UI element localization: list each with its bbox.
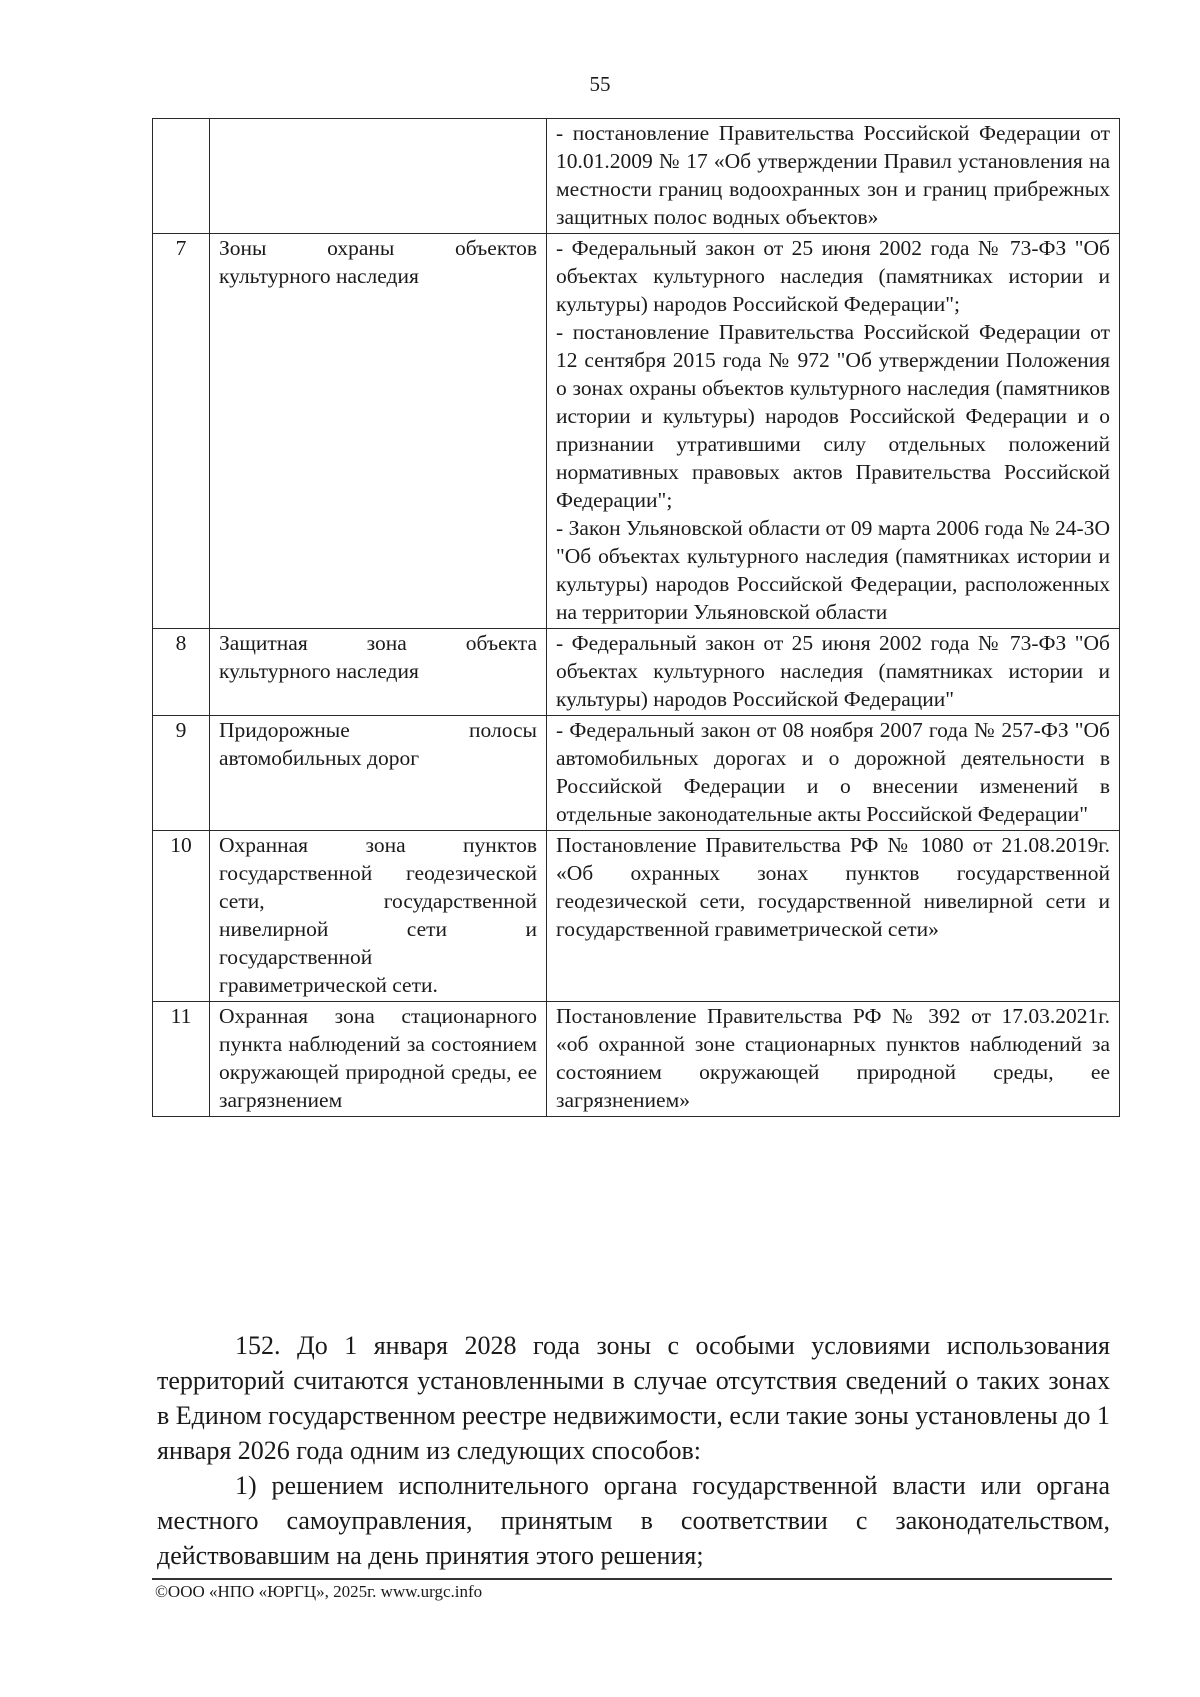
legal-basis-item: Постановление Правительства РФ № 392 от 17.03.2021г. «об охранной зоне стационарных пунктов наблюдений за состоянием окружающей природной среды, ее загрязнением» (556, 1004, 1110, 1112)
table-row (153, 716, 1120, 831)
table-row (153, 1002, 1120, 1117)
row-number-cell (153, 119, 210, 234)
footer-copyright: ©ООО «НПО «ЮРГЦ», 2025г. www.urgc.info (155, 1582, 483, 1601)
table-row (153, 234, 1120, 629)
legal-basis-item: - постановление Правительства Российской Федерации от 12 сентября 2015 года № 972 "Об утверждении Положения о зонах охраны объектов культурного наследия (памятников истории и культуры) народов Российской Федерации и о признании утратившими силу отдельных положений нормативных правовых актов Правительства Российской Федерации"; (556, 320, 1110, 512)
legal-basis-cell (547, 831, 1120, 1002)
paragraph-item-1: 1) решением исполнительного органа государственной власти или органа местного самоуправления, принятым в соответствии с законодательством, действовавшим на день принятия этого решения; (157, 1471, 1110, 1570)
table-body (153, 119, 1120, 1117)
legal-basis-item: - Закон Ульяновской области от 09 марта 2006 года № 24-ЗО "Об объектах культурного наследия (памятниках истории и культуры) народов Российской Федерации, расположенных на территории Ульяновской области (556, 516, 1110, 624)
legal-basis-cell (547, 234, 1120, 629)
table-row (153, 119, 1120, 234)
legal-basis-table (152, 118, 1120, 1117)
legal-basis-cell (547, 1002, 1120, 1117)
row-number-cell: 9 (153, 716, 210, 831)
footer-divider (152, 1578, 1112, 1580)
zone-name-cell: Защитная зона объекта культурного наследия (210, 629, 547, 716)
legal-basis-item: - постановление Правительства Российской Федерации от 10.01.2009 № 17 «Об утверждении Правил установления на местности границ водоохранных зон и границ прибрежных защитных полос водных объектов» (556, 121, 1110, 229)
legal-basis-cell (547, 716, 1120, 831)
table-row (153, 831, 1120, 1002)
legal-basis-item: - Федеральный закон от 25 июня 2002 года № 73-ФЗ "Об объектах культурного наследия (памятниках истории и культуры) народов Российской Федерации"; (556, 236, 1110, 316)
legal-basis-item: - Федеральный закон от 25 июня 2002 года № 73-ФЗ "Об объектах культурного наследия (памятниках истории и культуры) народов Российской Федерации" (556, 631, 1110, 711)
body-text (157, 1328, 1110, 1573)
page-number: 55 (589, 72, 611, 96)
zone-name-cell: Охранная зона пунктов государственной геодезической сети, государственной нивелирной сети и государственной гравиметрической сети. (210, 831, 547, 1002)
zone-name-cell (210, 119, 547, 234)
row-number-cell: 11 (153, 1002, 210, 1117)
row-number-cell: 7 (153, 234, 210, 629)
table-row (153, 629, 1120, 716)
legal-basis-cell (547, 119, 1120, 234)
row-number-cell: 10 (153, 831, 210, 1002)
zone-name-cell: Придорожные полосы автомобильных дорог (210, 716, 547, 831)
legal-basis-item: Постановление Правительства РФ № 1080 от 21.08.2019г. «Об охранных зонах пунктов государственной геодезической сети, государственной нивелирной сети и государственной гравиметрической сети» (556, 833, 1110, 941)
paragraph-152: 152. До 1 января 2028 года зоны с особыми условиями использования территорий считаются установленными в случае отсутствия сведений о таких зонах в Едином государственном реестре недвижимости, если такие зоны установлены до 1 января 2026 года одним из следующих способов: (157, 1331, 1110, 1465)
zone-name-cell: Охранная зона стационарного пункта наблюдений за состоянием окружающей природной среды, ее загрязнением (210, 1002, 547, 1117)
row-number-cell: 8 (153, 629, 210, 716)
zone-name-cell: Зоны охраны объектов культурного наследия (210, 234, 547, 629)
legal-basis-item: - Федеральный закон от 08 ноября 2007 года № 257-ФЗ "Об автомобильных дорогах и о дорожной деятельности в Российской Федерации и о внесении изменений в отдельные законодательные акты Российской Федерации" (556, 718, 1110, 826)
legal-basis-cell (547, 629, 1120, 716)
